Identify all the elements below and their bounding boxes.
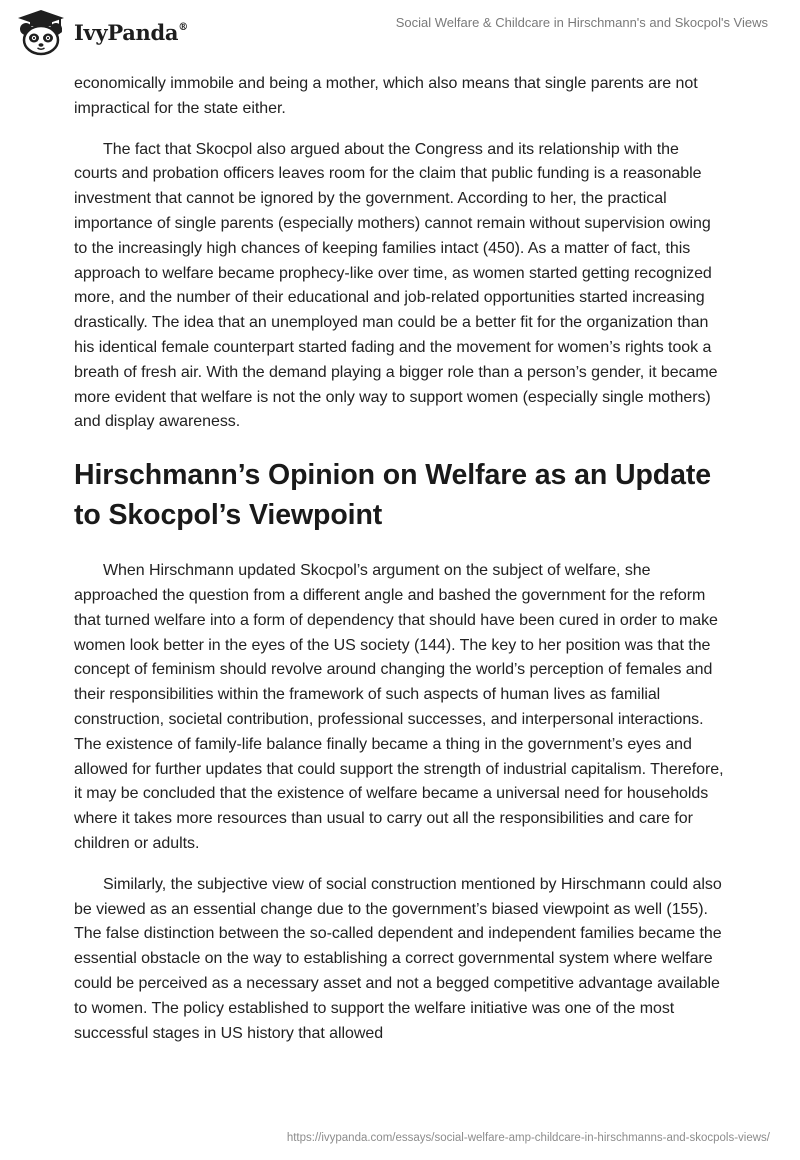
registered-mark: ® (178, 21, 188, 33)
source-url[interactable]: https://ivypanda.com/essays/social-welfare-amp-childcare-in-hirschmanns-and-skocpols-views/ (286, 1132, 770, 1144)
paragraph-1: economically immobile and being a mother, which also means that single parents are not impractical for the state either. (74, 75, 698, 117)
ivypanda-logo[interactable] (16, 8, 188, 56)
paragraph-2: The fact that Skocpol also argued about the Congress and its relationship with the courts and probation officers leaves room for the claim that public funding is a reasonable investment that cannot be ignored by the government. According to her, the practical importance of single parents (especially mothers) cannot remain without supervision owing to the increasingly high chances of keeping families intact (450). As a matter of fact, this approach to welfare became prophecy-like over time, as women started getting recognized more, and the number of their educational and job-related opportunities started increasing drastically. The idea that an unemployed man could be a better fit for the organization than his identical female counterpart started fading and the movement for women’s rights took a breath of fresh air. With the demand playing a bigger role than a person’s gender, it became more evident that welfare is not the only way to support women (especially single mothers) and display awareness. (74, 140, 718, 431)
brand-name: IvyPanda® (74, 19, 188, 45)
section-heading: Hirschmann’s Opinion on Welfare as an Update to Skocpol’s Viewpoint (74, 459, 711, 532)
panda-graduate-icon (16, 8, 66, 56)
document-title: Social Welfare & Childcare in Hirschmann's and Skocpol's Views (395, 15, 768, 30)
page-header (0, 0, 800, 64)
essay-body (74, 72, 724, 1046)
paragraph-3: When Hirschmann updated Skocpol’s argument on the subject of welfare, she approached the question from a different angle and bashed the government for the reform that turned welfare into a form of dependency that should have been cured in order to make women look better in the eyes of the US society (144). The key to her position was that the concept of feminism should revolve around changing the world’s perception of females and their responsibilities within the framework of such aspects of human lives as familial construction, societal contribution, professional successes, and interpersonal interactions. The existence of family-life balance finally became a thing in the government’s eyes and allowed for further updates that could support the strength of industrial capitalism. Therefore, it may be concluded that the existence of welfare became a universal need for households where it takes more resources than usual to carry out all the responsibilities and care for children or adults. (74, 562, 724, 852)
paragraph-4: Similarly, the subjective view of social construction mentioned by Hirschmann could also be viewed as an essential change due to the government’s biased viewpoint as well (155). The false distinction between the so-called dependent and independent families became the essential obstacle on the way to establishing a correct governmental system where welfare could be perceived as a necessary asset and not a begged competitive advantage available to women. The policy established to support the welfare initiative was one of the most successful stages in US history that allowed (74, 875, 722, 1042)
